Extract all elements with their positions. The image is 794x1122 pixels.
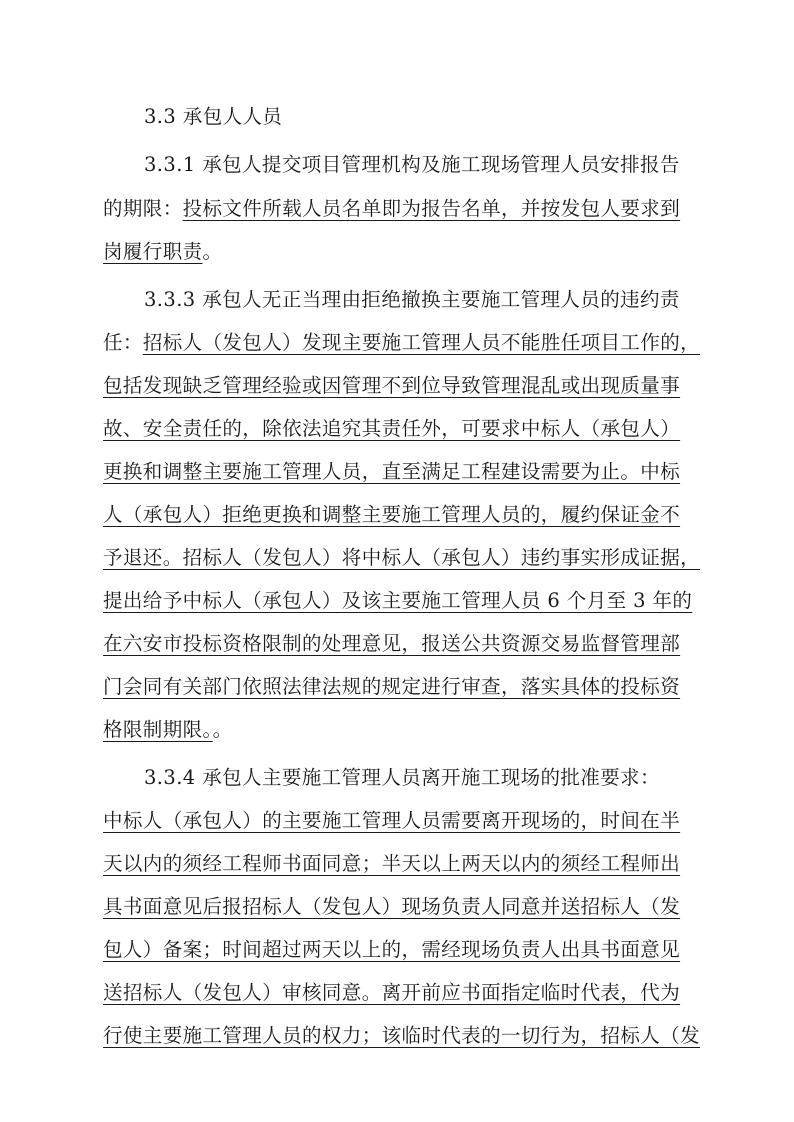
clause-333-line-1 xyxy=(144,287,680,313)
clause-334-line-1 xyxy=(144,765,660,791)
clause-334-underlined: 包人）备案；时间超过两天以上的，需经现场负责人出具书面意见 xyxy=(103,938,681,961)
clause-334-title: 3.3.4 承包人主要施工管理人员离开施工现场的批准要求： xyxy=(144,766,660,789)
clause-334-line-5 xyxy=(103,937,680,963)
clause-333-line-3 xyxy=(103,373,680,399)
clause-333-underlined: 门会同有关部门依照法律法规的规定进行审查，落实具体的投标资 xyxy=(103,675,681,698)
clause-331-line-1 xyxy=(144,152,680,178)
clause-331-line-3 xyxy=(103,239,222,265)
clause-331-underlined-end: 岗履行职责 xyxy=(103,240,203,263)
clause-331-underlined: 投标文件所载人员名单即为报告名单，并按发包人要求到 xyxy=(182,197,681,220)
clause-333-underlined: 更换和调整主要施工管理人员，直至满足工程建设需要为止。中标 xyxy=(103,460,681,483)
clause-334-line-4 xyxy=(103,894,680,920)
clause-334-underlined: 行使主要施工管理人员的权力；该临时代表的一切行为，招标人（发 xyxy=(103,1024,701,1047)
clause-333-underlined-end: 格限制期限。 xyxy=(103,718,213,741)
clause-331-text: 3.3.1 承包人提交项目管理机构及施工现场管理人员安排报告 xyxy=(144,153,680,176)
clause-331-line-2 xyxy=(103,196,680,222)
clause-333-underlined: 予退还。招标人（发包人）将中标人（承包人）违约事实形成证据， xyxy=(103,546,701,569)
clause-333-lead: 任： xyxy=(103,331,143,354)
clause-331-tail: 。 xyxy=(202,240,223,263)
clause-333-tail: 。 xyxy=(212,718,233,741)
clause-333-line-8 xyxy=(103,588,692,614)
clause-331-label: 的期限： xyxy=(103,197,183,220)
clause-334-line-7 xyxy=(103,1023,700,1049)
clause-334-line-6 xyxy=(103,980,680,1006)
clause-333-title: 3.3.3 承包人无正当理由拒绝撤换主要施工管理人员的违约责 xyxy=(144,288,680,311)
clause-333-underlined: 人（承包人）拒绝更换和调整主要施工管理人员的，履约保证金不 xyxy=(103,503,681,526)
clause-334-underlined: 天以内的须经工程师书面同意；半天以上两天以内的须经工程师出 xyxy=(103,852,681,875)
clause-333-line-11 xyxy=(103,717,233,743)
clause-333-underlined: 故、安全责任的，除依法追究其责任外，可要求中标人（承包人） xyxy=(103,417,681,440)
clause-334-line-2 xyxy=(103,808,680,834)
clause-333-line-9 xyxy=(103,631,680,657)
clause-333-line-4 xyxy=(103,416,680,442)
section-heading xyxy=(144,104,282,130)
clause-333-line-5 xyxy=(103,459,680,485)
clause-333-underlined: 包括发现缺乏管理经验或因管理不到位导致管理混乱或出现质量事 xyxy=(103,374,681,397)
clause-333-line-6 xyxy=(103,502,680,528)
clause-333-line-10 xyxy=(103,674,680,700)
clause-334-underlined: 中标人（承包人）的主要施工管理人员需要离开现场的，时间在半 xyxy=(103,809,681,832)
clause-334-underlined: 具书面意见后报招标人（发包人）现场负责人同意并送招标人（发 xyxy=(103,895,681,918)
clause-333-line-7 xyxy=(103,545,700,571)
clause-333-underlined: 提出给予中标人（承包人）及该主要施工管理人员 6 个月至 3 年的 xyxy=(103,589,693,612)
clause-333-line-2 xyxy=(103,330,700,356)
clause-333-underlined: 在六安市投标资格限制的处理意见，报送公共资源交易监督管理部 xyxy=(103,632,681,655)
section-heading-text: 3.3 承包人人员 xyxy=(144,105,283,128)
clause-334-line-3 xyxy=(103,851,680,877)
clause-333-underlined: 招标人（发包人）发现主要施工管理人员不能胜任项目工作的， xyxy=(142,331,701,354)
clause-334-underlined: 送招标人（发包人）审核同意。离开前应书面指定临时代表，代为 xyxy=(103,981,681,1004)
